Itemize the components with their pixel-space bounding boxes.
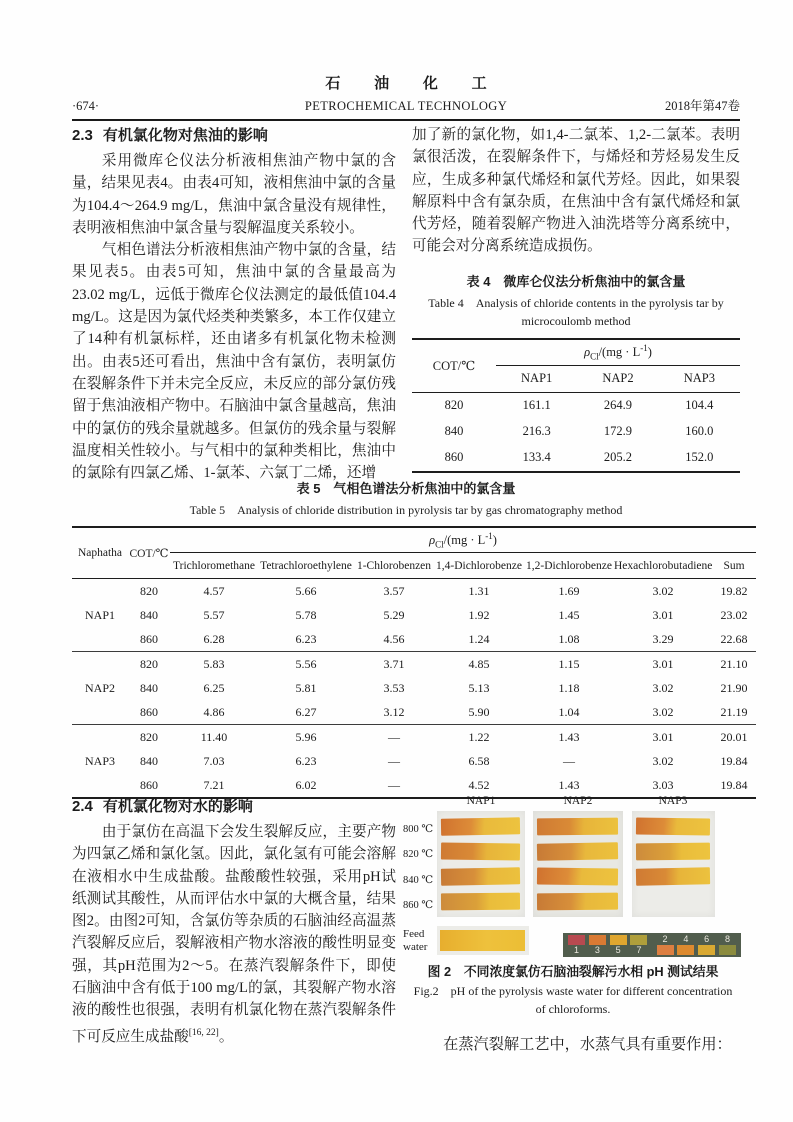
col-header-naphatha: Naphatha: [72, 527, 128, 579]
table-row: [72, 676, 756, 700]
table-4-title-en-line1: Table 4 Analysis of chloride contents in the pyrolysis tar by: [428, 295, 724, 310]
paragraph: 加了新的氯化物，如1,4-二氯苯、1,2-二氯苯。表明氯很活泼，在裂解条件下，与烯烃和芳烃易发生反应，生成多种氯代烯烃和氯代芳烃。因此，如果裂解原料中含有氯杂质，在焦油中含有氯代烯烃和氯代芳烃，随着裂解产物进入油洗塔等分离系统中，可能会对分离系统造成损伤。: [412, 127, 740, 255]
unit-text: ): [492, 532, 497, 547]
table-cell: 1.92: [468, 607, 490, 622]
ph-strip: [441, 842, 520, 860]
col-header-1-chlorobenzen: 1-Chlorobenzen: [354, 553, 434, 579]
table-cell: 19.84: [720, 777, 748, 792]
table-cell: 860: [140, 777, 158, 792]
ph-scale-numbers: [656, 935, 738, 944]
table-cell: 5.66: [295, 583, 317, 598]
table-cell: 1.31: [468, 583, 490, 598]
table-cell: 20.01: [720, 729, 748, 744]
table-cell: 19.84: [720, 753, 748, 768]
page-number: ·674·: [72, 99, 100, 113]
figure-2-caption-cn: 图 2 不同浓度氯仿石脑油裂解污水相 pH 测试结果: [427, 964, 719, 979]
table-cell: 5.81: [295, 680, 317, 695]
ph-scale-patch-1: [568, 935, 585, 945]
table-cell: 5.56: [295, 656, 317, 671]
table-cell: 11.40: [200, 729, 228, 744]
feed-water-label-line1: Feed: [403, 928, 425, 940]
ph-strip: [537, 867, 618, 885]
figure-row-label-820: 820 ℃: [403, 849, 434, 860]
table-cell: 1.69: [558, 583, 580, 598]
table-cell: 6.23: [258, 627, 354, 652]
table-cell: 1.43: [558, 729, 580, 744]
table-cell: 5.78: [295, 607, 317, 622]
table-cell: 4.85: [468, 656, 490, 671]
table-cell: 820: [140, 729, 158, 744]
column-right-top: [412, 124, 740, 473]
table-cell: 5.57: [203, 607, 225, 622]
table-cell: 4.52: [468, 777, 490, 792]
ph-strip: [636, 843, 710, 861]
figure-2-caption-en-line1: Fig.2 pH of the pyrolysis waste water for different concentration: [413, 984, 733, 998]
table-5: [72, 526, 756, 799]
table-4-block: [412, 271, 740, 473]
col-header-12-dichlorobenze: 1,2-Dichlorobenze: [524, 553, 614, 579]
rho-symbol: ρ: [429, 532, 436, 547]
table-cell: —: [388, 729, 400, 744]
photo-panel-nap2: [533, 811, 623, 917]
table-cell: 840: [140, 607, 158, 622]
table-cell: 133.4: [522, 450, 551, 465]
section-title: 有机氯化物对焦油的影响: [102, 127, 268, 144]
figure-2-caption-en-line2: of chloroforms.: [535, 1002, 611, 1016]
table-cell: 1.18: [558, 680, 580, 695]
table-cell: 3.53: [383, 680, 405, 695]
table-cell: 21.19: [712, 700, 756, 725]
table-cell: 820: [140, 583, 158, 598]
table-row: [72, 700, 756, 725]
ph-scale-even-half: [656, 935, 738, 955]
table-row: [72, 749, 756, 773]
table-cell: 152.0: [685, 450, 714, 465]
table-row: [412, 339, 740, 366]
photo-panel-nap1: [437, 811, 525, 917]
table-cell: 5.29: [383, 607, 405, 622]
ph-scale-number: 3: [594, 945, 600, 955]
ph-scale-patch-3: [589, 935, 606, 945]
table-row: [72, 579, 756, 604]
ph-scale-number: 6: [704, 934, 710, 944]
table-cell: 7.03: [203, 753, 225, 768]
table-cell: 205.2: [603, 450, 633, 465]
table-cell: 1.08: [524, 627, 614, 652]
table-cell: 5.13: [468, 680, 490, 695]
ph-strip: [441, 817, 520, 836]
table-row: [72, 627, 756, 652]
table-cell: 1.45: [558, 607, 580, 622]
col-header-tetrachloroethylene: Tetrachloroethylene: [258, 553, 354, 579]
table-cell: 820: [140, 656, 158, 671]
group-nap3: [72, 725, 756, 799]
ph-scale-number: 7: [636, 945, 642, 955]
ph-scale-number: 1: [574, 945, 580, 955]
figure-2: [403, 795, 743, 1027]
table-cell: 6.58: [468, 753, 490, 768]
table-4: [412, 338, 740, 473]
photo-panel-feed-water: [437, 926, 529, 955]
col-header-unit: [170, 527, 756, 553]
table-5-title-en: Table 5 Analysis of chloride distribution in pyrolysis tar by gas chromatography method: [189, 503, 623, 517]
figure-panel-label-nap3: NAP3: [658, 795, 688, 807]
section-number: 2.3: [72, 127, 93, 144]
table-cell: 4.56: [354, 627, 434, 652]
group-label: NAP2: [72, 652, 128, 725]
section-number: 2.4: [72, 798, 93, 815]
table-cell: 6.02: [295, 777, 317, 792]
unit-subscript: Cl: [435, 539, 444, 550]
col-header-nap1: NAP1: [496, 365, 577, 392]
section-2-3-heading: [72, 124, 396, 145]
ph-scale-patches: [567, 935, 649, 945]
table-cell: 264.9: [603, 398, 633, 413]
col-header-nap3: NAP3: [659, 365, 740, 392]
col-header-sum: Sum: [712, 553, 756, 579]
group-label: NAP3: [84, 753, 115, 768]
table-row: [72, 603, 756, 627]
ph-strip: [636, 867, 710, 885]
col-header-nap2: NAP2: [577, 365, 658, 392]
ph-strip: [441, 893, 520, 911]
paragraph: 在蒸汽裂解工艺中，水蒸气具有重要作用：: [443, 1036, 732, 1053]
table-cell: —: [563, 753, 575, 768]
ph-strip: [440, 930, 525, 951]
table-cell: 6.28: [170, 627, 258, 652]
table-cell: 3.03: [652, 777, 674, 792]
ph-scale-patch-6: [698, 945, 715, 955]
table-cell: 3.02: [652, 753, 674, 768]
table-cell: 216.3: [522, 424, 551, 439]
table-cell: 820: [444, 398, 464, 413]
section-2-4-heading: [72, 795, 396, 816]
journal-title-cn: 石 油 化 工: [325, 76, 502, 92]
table-cell: 21.10: [720, 656, 748, 671]
unit-text: /(mg · L: [443, 532, 486, 547]
ph-scale-number: 2: [662, 934, 668, 944]
table-cell: 3.02: [614, 700, 712, 725]
table-cell: 3.12: [354, 700, 434, 725]
unit-text: /(mg · L: [598, 345, 641, 360]
table-cell: 7.21: [203, 777, 225, 792]
table-cell: 3.01: [652, 729, 674, 744]
ph-scale-patches: [656, 945, 738, 955]
rho-symbol: ρ: [584, 345, 591, 360]
column-left-top: [72, 124, 396, 484]
table-row: [72, 725, 756, 750]
paragraph-text: 。: [218, 1028, 234, 1045]
feed-water-label: [403, 928, 427, 954]
table-cell: 1.24: [434, 627, 524, 652]
ph-strip: [537, 842, 618, 861]
photo-panel-nap3: [632, 811, 715, 917]
paragraph: 采用微库仑仪法分析液相焦油产物中氯的含量，结果见表4。由表4可知，液相焦油中氯的含量为104.4～264.9 mg/L，焦油中氯含量没有规律性，表明液相焦油中氯含量与裂解温度关系较小。: [72, 153, 396, 236]
table-cell: 23.02: [720, 607, 748, 622]
table-cell: 840: [444, 424, 464, 439]
header-row: [72, 96, 740, 114]
ph-strip: [537, 818, 618, 836]
issue-volume-label: 2018年第47卷: [664, 99, 740, 113]
table-cell: 21.90: [720, 680, 748, 695]
col-header-unit: [496, 339, 740, 366]
col-header-trichloromethane: Trichloromethane: [170, 553, 258, 579]
unit-superscript: -1: [485, 530, 493, 541]
table-cell: 6.23: [295, 753, 317, 768]
unit-subscript: Cl: [590, 351, 599, 362]
table-4-title-cn: 表 4 微库仑仪法分析焦油中的氯含量: [466, 273, 686, 289]
table-cell: —: [388, 753, 400, 768]
table-cell: 1.15: [558, 656, 580, 671]
ph-strip: [537, 893, 618, 911]
ph-scale-number: 8: [724, 934, 730, 944]
group-nap1: [72, 579, 756, 652]
table-row: [412, 392, 740, 419]
table-cell: —: [388, 777, 400, 792]
unit-superscript: -1: [640, 342, 648, 353]
table-cell: 860: [128, 700, 170, 725]
ph-scale-patch-4: [677, 945, 694, 955]
page-header: [72, 72, 740, 121]
figure-row-label-800: 800 ℃: [403, 824, 434, 835]
ph-scale-patch-2: [657, 945, 674, 955]
table-row: [72, 553, 756, 579]
ph-scale-number: 5: [615, 945, 621, 955]
col-header-cot: COT/℃: [412, 339, 496, 393]
table-cell: 22.68: [712, 627, 756, 652]
table-5-block: [72, 478, 748, 799]
ph-scale-numbers: [567, 946, 649, 955]
ph-color-scale: [563, 933, 741, 957]
ph-scale-patch-8: [719, 945, 736, 955]
table-cell: 19.82: [720, 583, 748, 598]
figure-row-label-840: 840 ℃: [403, 875, 434, 886]
table-cell: 4.86: [170, 700, 258, 725]
table-cell: 3.71: [383, 656, 405, 671]
table-cell: 860: [444, 450, 464, 465]
ph-strip: [441, 867, 520, 886]
column-right-bottom: [412, 1034, 740, 1056]
col-header-hexachlorobutadiene: Hexachlorobutadiene: [614, 553, 712, 579]
table-cell: 5.96: [295, 729, 317, 744]
ph-strip: [636, 817, 710, 835]
feed-water-label-line2: water: [403, 941, 428, 953]
ph-scale-patch-7: [630, 935, 647, 945]
table-5-title-cn: 表 5 气相色谱法分析焦油中的氯含量: [296, 481, 516, 496]
table-4-title-en-line2: microcoulomb method: [521, 313, 631, 328]
reference-superscript: [16, 22]: [188, 1027, 219, 1038]
section-title: 有机氯化物对水的影响: [102, 798, 253, 815]
figure-row-label-860: 860 ℃: [403, 900, 434, 911]
table-cell: 3.02: [652, 680, 674, 695]
col-header-cot: COT/℃: [128, 527, 170, 579]
table-cell: 5.90: [434, 700, 524, 725]
table-cell: 1.43: [558, 777, 580, 792]
table-cell: 160.0: [685, 424, 714, 439]
ph-scale-patch-5: [610, 935, 627, 945]
table-row: [72, 652, 756, 677]
ph-scale-number: 4: [683, 934, 689, 944]
figure-panel-label-nap2: NAP2: [563, 795, 593, 807]
column-left-bottom: [72, 795, 396, 1048]
col-header-14-dichlorobenze: 1,4-Dichlorobenze: [434, 553, 524, 579]
table-cell: 5.83: [203, 656, 225, 671]
table-cell: 172.9: [603, 424, 633, 439]
table-row: [412, 445, 740, 472]
table-cell: 6.27: [258, 700, 354, 725]
table-cell: 104.4: [685, 398, 714, 413]
group-label: NAP1: [72, 579, 128, 652]
table-row: [412, 419, 740, 445]
table-row: [72, 527, 756, 553]
header-rule: [72, 119, 740, 121]
paragraph: 气相色谱法分析液相焦油产物中氯的含量，结果见表5。由表5可知，焦油中氯的含量最高为23.02 mg/L，远低于微库仑仪法测定的最低值104.4 mg/L。这是因为氯代烃类种类繁多，本工作仅建立了14种有机氯标样，还由诸多有机氯化物未检测出。由表5还可看出，焦油中含有氯仿，表明氯仿在裂解条件下并未完全反应，未反应的部分氯仿残留于焦油液相产物中。石脑油中氯含量越高，焦油中的氯仿的残余量就越多。但氯仿的残余量与裂解温度相关性较小。与气相中的氯种类相比，焦油中的氯除有四氯乙烯、1-氯苯、六氯丁二烯，还增: [72, 242, 396, 482]
group-nap2: [72, 652, 756, 725]
table-cell: 4.57: [203, 583, 225, 598]
figure-panel-label-nap1: NAP1: [466, 795, 496, 807]
table-cell: 3.57: [383, 583, 405, 598]
ph-scale-odd-half: [567, 935, 649, 955]
table-cell: 840: [140, 680, 158, 695]
table-cell: 161.1: [522, 398, 551, 413]
table-cell: 3.01: [652, 656, 674, 671]
table-cell: 860: [128, 627, 170, 652]
table-cell: 840: [140, 753, 158, 768]
table-cell: 1.22: [468, 729, 490, 744]
journal-title-en: PETROCHEMICAL TECHNOLOGY: [304, 99, 508, 113]
table-cell: 3.29: [614, 627, 712, 652]
table-cell: 1.04: [524, 700, 614, 725]
table-cell: 3.02: [652, 583, 674, 598]
unit-text: ): [647, 345, 652, 360]
table-cell: 3.01: [652, 607, 674, 622]
paragraph-text: 由于氯仿在高温下会发生裂解反应，主要产物为四氯乙烯和氯化氢。因此，氯化氢有可能会溶解在液相水中生成盐酸。盐酸酸性较强，采用pH试纸测试其酸性，从而评估水中氯的大概含量，结果图2。由图2可知，含氯仿等杂质的石脑油经高温蒸汽裂解反应后，裂解液相产物水溶液的酸性明显变强，其pH范围为2～5。在蒸汽裂解条件下，即使石脑油中含有低于100 mg/L的氯，其裂解产物水溶液的酸性也很强，表明有机氯化物在蒸汽裂解条件下可反应生成盐酸: [72, 824, 396, 1045]
paragraph: [72, 821, 396, 1048]
table-cell: 6.25: [203, 680, 225, 695]
